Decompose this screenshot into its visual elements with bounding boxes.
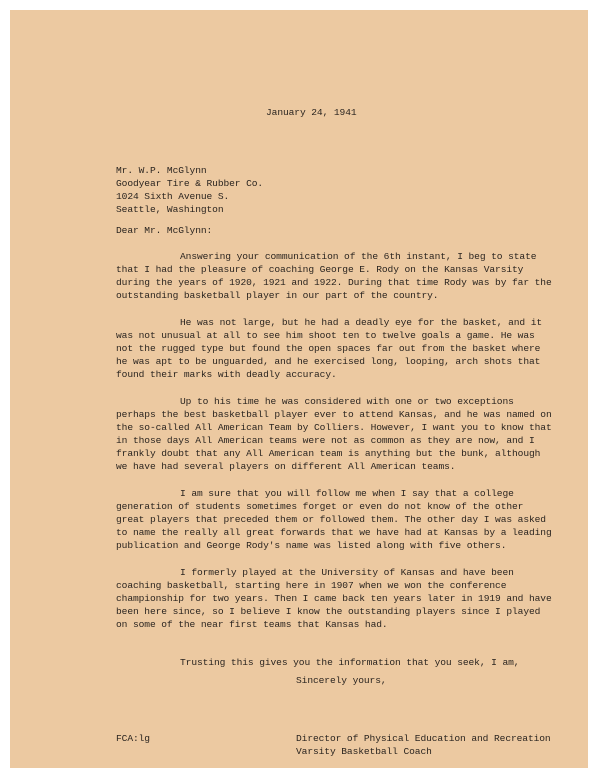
letter-date: January 24, 1941 xyxy=(266,107,357,118)
paragraph-4: I am sure that you will follow me when I say that a college generation of students sometimes forget or even do not know of the other great players that preceded them or followed them. The other day I was asked to name the really all great forwards that we have had at Kansas by a leading publication and George Rody's name was listed along with five others. xyxy=(116,488,552,551)
signature-title-line-2: Varsity Basketball Coach xyxy=(296,746,432,757)
paragraph-3: Up to his time he was considered with one or two exceptions perhaps the best basketball player ever to attend Kansas, and he was named on the so-called All American Team by Colliers. However, I want you to know that in those days All American teams were not as common as they are now, and I frankly doubt that any All American team is anything but the bunk, although we have had several players on different All American teams. xyxy=(116,396,552,472)
paragraph-5: I formerly played at the University of Kansas and have been coaching basketball, starting here in 1907 when we won the conference championship for two years. Then I came back ten years later in 1919 and have been here since, so I believe I know the outstanding players since I played on some of the near first teams that Kansas had. xyxy=(116,567,552,630)
closing-line: Trusting this gives you the information that you seek, I am, xyxy=(180,657,520,668)
paragraph-1: Answering your communication of the 6th instant, I beg to state that I had the pleasure of coaching George E. Rody on the Kansas Varsity during the years of 1920, 1921 and 1922. During that time Rody was by far the outstanding basketball player in our part of the country. xyxy=(116,251,552,301)
signature-title xyxy=(296,732,551,758)
recipient-name: Mr. W.P. McGlynn xyxy=(116,165,207,176)
typist-initials: FCA:lg xyxy=(116,733,150,744)
recipient-company: Goodyear Tire & Rubber Co. xyxy=(116,178,264,189)
sign-off: Sincerely yours, xyxy=(296,675,387,686)
signature-title-line-1: Director of Physical Education and Recreation xyxy=(296,733,551,744)
recipient-address xyxy=(116,164,263,216)
paragraph-2: He was not large, but he had a deadly eye for the basket, and it was not unusual at all to see him shoot ten to twelve goals a game. He was not the rugged type but found the open spaces far out from the basket where he was apt to be unguarded, and he exercised long, looping, arch shots that found their marks with deadly accuracy. xyxy=(116,317,543,380)
letter-page xyxy=(10,10,588,768)
recipient-city: Seattle, Washington xyxy=(116,204,224,215)
recipient-street: 1024 Sixth Avenue S. xyxy=(116,191,230,202)
salutation: Dear Mr. McGlynn: xyxy=(116,225,213,236)
letter-body xyxy=(116,250,556,645)
